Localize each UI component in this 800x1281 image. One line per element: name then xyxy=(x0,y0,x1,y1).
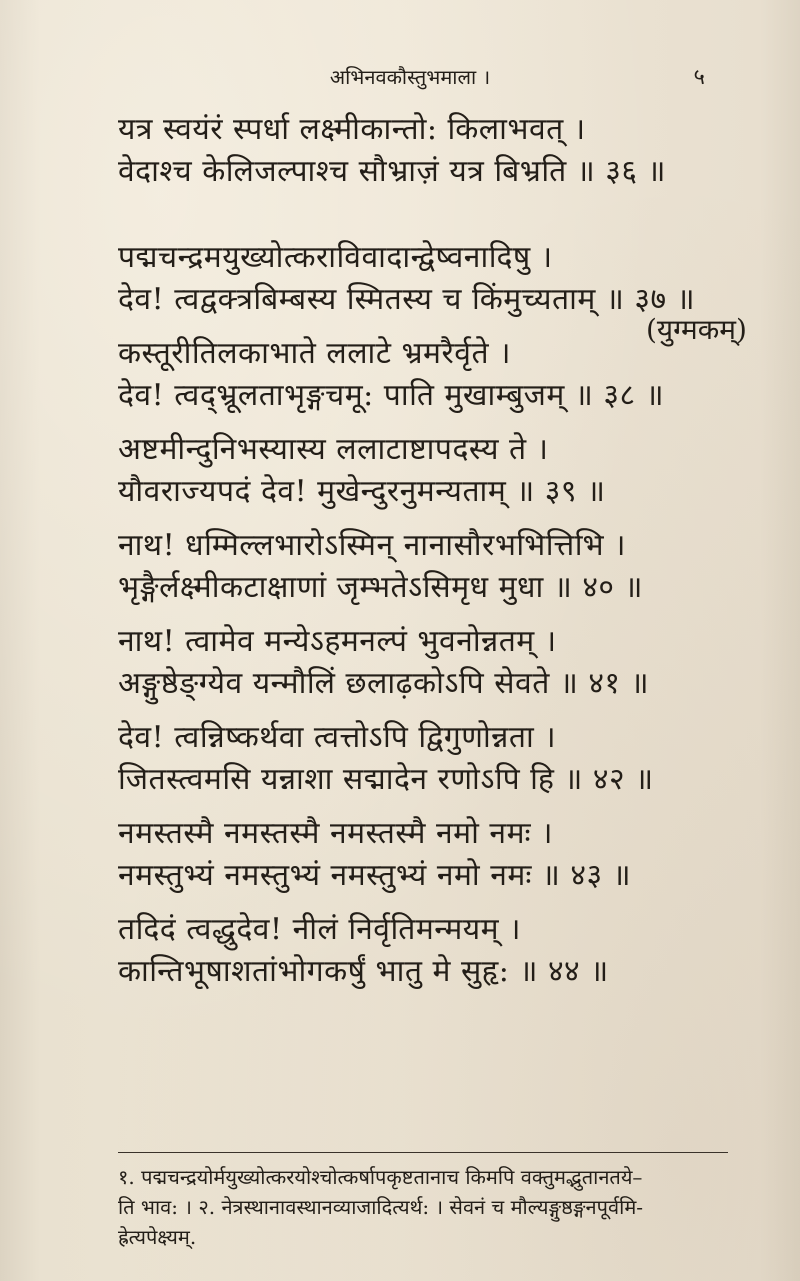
verse-line: देव! त्वन्निष्कर्थवा त्वत्तोऽपि द्विगुणोन्नता । xyxy=(118,720,557,755)
page-header xyxy=(0,55,800,95)
verse-line: नमस्तुभ्यं नमस्तुभ्यं नमस्तुभ्यं नमो नमः ॥ ४३ ॥ xyxy=(118,858,632,893)
verse-line: तदिदं त्वद्धुदेव! नीलं निर्वृतिमन्मयम् । xyxy=(118,912,521,947)
verse-line: कान्तिभूषाशतांभोगकर्षुं भातु मे सुहृ: ॥ ४४ ॥ xyxy=(118,954,609,989)
verse-line: देव! त्वद्भ्रूलताभृङ्गचमू: पाति मुखाम्बुजम् ॥ ३८ ॥ xyxy=(118,378,665,413)
verse-line: नमस्तस्मै नमस्तस्मै नमस्तस्मै नमो नमः । xyxy=(118,816,553,851)
verse-line: यौवराज्यपदं देव! मुखेन्दुरनुमन्यताम् ॥ ३९ ॥ xyxy=(118,474,606,509)
footnote-line: १. पद्मचन्द्रयोर्मयुख्योत्करयोश्चोत्कर्षापकृष्टतानाच किमपि वक्तुमद्भुतानतये– xyxy=(118,1165,643,1189)
verse-line: यत्र स्वयंरं स्पर्धा लक्ष्मीकान्तो: किलाभवत् । xyxy=(118,112,586,147)
verse-line: देव! त्वद्वक्त्रबिम्बस्य स्मितस्य च किंमुच्यताम् ॥ ३७ ॥ xyxy=(118,282,696,317)
verse-line: वेदाश्च केलिजल्पाश्च सौभ्राज़ं यत्र बिभ्रति ॥ ३६ ॥ xyxy=(118,154,666,189)
footnote-line: ह्रेत्यपेक्ष्यम्. xyxy=(118,1225,197,1249)
meter-label: (युग्मकम्) xyxy=(646,313,747,346)
page-number: ५ xyxy=(693,65,705,90)
running-title: अभिनवकौस्तुभमाला । xyxy=(329,65,491,89)
footnote-line: ति भाव: । २. नेत्रस्थानावस्थानव्याजादित्यर्थ: । सेवनं च मौल्यङ्गुष्ठङ्गनपूर्वमि- xyxy=(118,1195,644,1219)
verse-line: नाथ! त्वामेव मन्येऽहमनल्पं भुवनोन्नतम् । xyxy=(118,624,557,659)
verse-line: नाथ! धम्मिल्लभारोऽस्मिन् नानासौरभभित्तिभि । xyxy=(118,528,627,563)
verse-line: जितस्त्वमसि यन्नाशा सद्मादेन रणोऽपि हि ॥ ४२ ॥ xyxy=(118,762,654,797)
verse-line: पद्मचन्द्रमयुख्योत्कराविवादान्द्वेष्वनादिषु । xyxy=(118,240,553,275)
footnote-divider xyxy=(118,1152,728,1153)
footnotes xyxy=(118,1162,728,1252)
verse-line: अष्टमीन्दुनिभस्यास्य ललाटाष्टापदस्य ते । xyxy=(118,432,549,467)
verse-line: अङ्गुष्ठेङ्ग्येव यन्मौलिं छलाढ़कोऽपि सेवते ॥ ४१ ॥ xyxy=(118,666,650,701)
verse-line: भृङ्गैर्लक्ष्मीकटाक्षाणां जृम्भतेऽसिमृध मुधा ॥ ४० ॥ xyxy=(118,570,644,605)
verse-line: कस्तूरीतिलकाभाते ललाटे भ्रमरैर्वृते । xyxy=(118,336,511,371)
